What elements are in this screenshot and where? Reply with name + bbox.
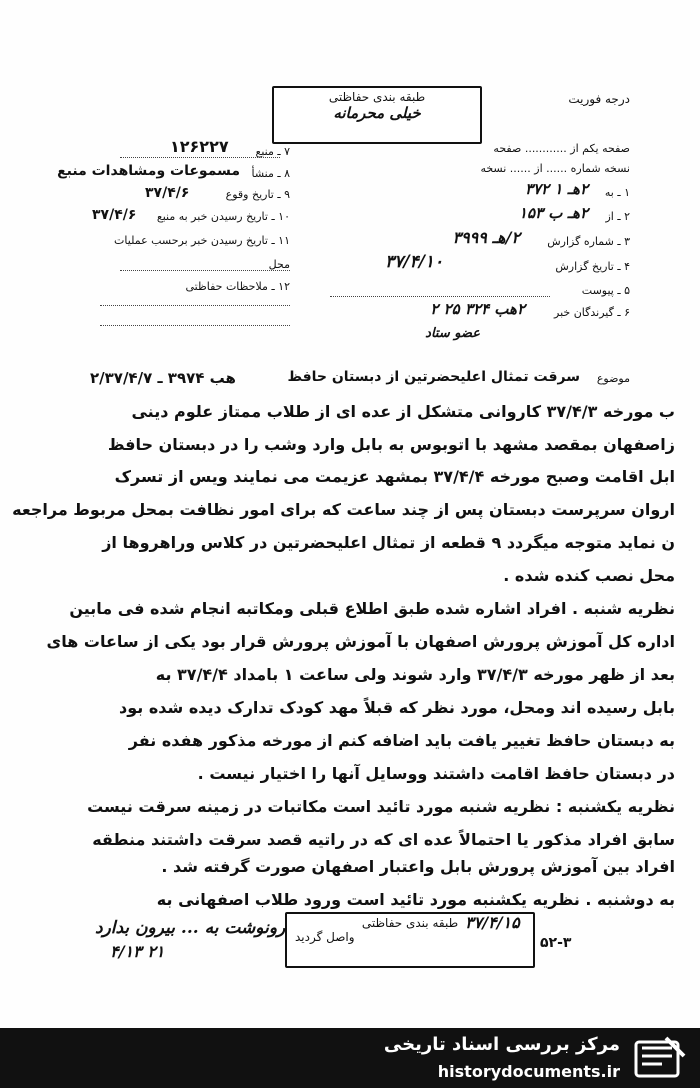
- field-received-date-value: ۳۷/۴/۶: [92, 207, 137, 223]
- body-line: نظریه یکشنبه : نظریه شنبه مورد تائید است مکاتبات در زمینه سرقت نیست: [87, 797, 675, 816]
- copy-label: نسخه شماره ...... از ...... نسخه: [480, 162, 630, 175]
- body-line: به دبستان حافظ تغییر یافت باید اضافه کنم از مورخه مذکور هفده نفر: [128, 731, 675, 750]
- field-origin-label: ۸ ـ منشأ: [251, 167, 290, 180]
- body-line: محل نصب کنده شده .: [503, 566, 675, 585]
- field-from-label: ۲ ـ از: [605, 210, 630, 223]
- field-to-label: ۱ ـ به: [604, 186, 630, 199]
- field-report-number-label: ۳ ـ شماره گزارش: [547, 235, 630, 248]
- field-event-date-value: ۳۷/۴/۶: [145, 185, 190, 201]
- field-report-date-value: ۳۷/۴/۱۰: [385, 252, 444, 272]
- bottom-code: ۵۲-۳: [540, 935, 572, 951]
- document-number: ۱۲۶۲۲۷: [170, 137, 229, 156]
- body-line: بابل رسیده اند ومحل، مورد نظر که قبلاً مهد کودک تدارک دیده شده بود: [119, 698, 675, 717]
- field-recipients-label: ۶ ـ گیرندگان خبر: [554, 306, 630, 319]
- field-to-value: ۲هـ ۱ ۳۷۲: [524, 180, 588, 198]
- signature: عضو ستاد: [425, 326, 480, 341]
- field-received-date-label: ۱۰ ـ تاریخ رسیدن خبر به منبع: [156, 210, 290, 223]
- body-line: سابق افراد مذکور یا احتمالاً عده ای که در راتیه قصد سرقت داشتند منطقه: [92, 830, 675, 849]
- body-line: ب مورخه ۳۷/۴/۳ کاروانی متشکل از عده ای از طلاب ممتاز علوم دینی: [131, 402, 675, 421]
- field-attachment-label: ۵ ـ پیوست: [581, 284, 630, 297]
- footer-url: historydocuments.ir: [437, 1062, 620, 1081]
- page-label: صفحه یکم از ............ صفحه: [493, 142, 630, 155]
- body-line: ن نماید متوجه میگردد ۹ قطعه از تمثال اعلیحضرتین در کلاس وراهروها از: [102, 533, 675, 552]
- field-recipients-value: ۲هب ۳۲۴ ۲۵ ۲: [430, 300, 525, 318]
- classification-stamp: [272, 86, 482, 144]
- footer-center-name: مرکز بررسی اسناد تاریخی: [383, 1034, 620, 1055]
- stamp-subtitle: خیلی محرمانه: [333, 104, 421, 122]
- field-report-date-label: ۴ ـ تاریخ گزارش: [555, 260, 630, 273]
- bottom-date-stamp: ۳۷/۴/۱۵: [465, 913, 520, 932]
- body-line: در دبستان حافظ اقامت داشتند ووسایل آنها را اختیار نیست .: [197, 764, 675, 783]
- field-place: محل: [268, 258, 290, 271]
- body-line: بعد از ظهر مورخه ۳۷/۴/۳ وارد شوند ولی ساعت ۱ بامداد ۳۷/۴/۴ به: [155, 665, 675, 684]
- field-origin-value: مسموعات ومشاهدات منبع: [57, 163, 240, 179]
- bottom-stamp-title: طبقه بندی حفاظتی: [361, 916, 459, 930]
- field-source: ۷ ـ منبع: [255, 145, 290, 158]
- stamp-title: طبقه بندی حفاظتی: [328, 90, 426, 104]
- field-event-date-label: ۹ ـ تاریخ وقوع: [225, 188, 290, 201]
- urgency-label: درجه فوریت: [568, 92, 630, 106]
- handwritten-note: رونوشت به ... بیرون بدارد: [95, 918, 286, 938]
- handwritten-date: ۴/۱۳ ۲۱: [110, 942, 165, 961]
- field-report-number-value: ۲/هـ ۳۹۹۹: [452, 228, 520, 247]
- subject-reference: ۲/هب ۳۹۷۴ ـ ۳۷/۴/۷: [90, 369, 236, 387]
- field-from-value: ۲هـ ب ۱۵۳: [518, 204, 588, 222]
- body-line: افراد بین آموزش پرورش بابل واعتبار اصفهان صورت گرفته شد .: [161, 857, 675, 876]
- body-line: اداره کل آموزش پرورش اصفهان با آموزش پرورش قرار بود یکی از ساعات های: [46, 632, 675, 651]
- bottom-stamp-entered: واصل گردید: [295, 930, 355, 944]
- body-line: اروان سرپرست دبستان پس از چند ساعت که برای امور نظافت بمحل مربوط مراجعه: [12, 500, 675, 519]
- archive-logo-icon: [632, 1034, 688, 1082]
- footer-bar: [0, 1028, 700, 1088]
- subject-text: سرقت تمثال اعلیحضرتین از دبستان حافظ: [287, 369, 580, 385]
- body-line: به دوشنبه . نظریه یکشنبه مورد تائید است ورود طلاب اصفهانی به: [156, 890, 675, 909]
- field-security-notes: ۱۲ ـ ملاحظات حفاظتی: [185, 280, 290, 293]
- body-line: زاصفهان بمقصد مشهد با اتوبوس به بابل وارد وشب را در دبستان حافظ: [107, 435, 675, 454]
- body-line: نظریه شنبه . افراد اشاره شده طبق اطلاع قبلی ومکاتبه انجام شده فی مابین: [69, 599, 675, 618]
- subject-label: موضوع: [596, 372, 630, 385]
- body-line: ابل اقامت وصبح مورخه ۳۷/۴/۴ بمشهد عزیمت می نمایند ویس از تسرک: [114, 467, 675, 486]
- field-operations-date: ۱۱ ـ تاریخ رسیدن خبر برحسب عملیات: [114, 234, 290, 247]
